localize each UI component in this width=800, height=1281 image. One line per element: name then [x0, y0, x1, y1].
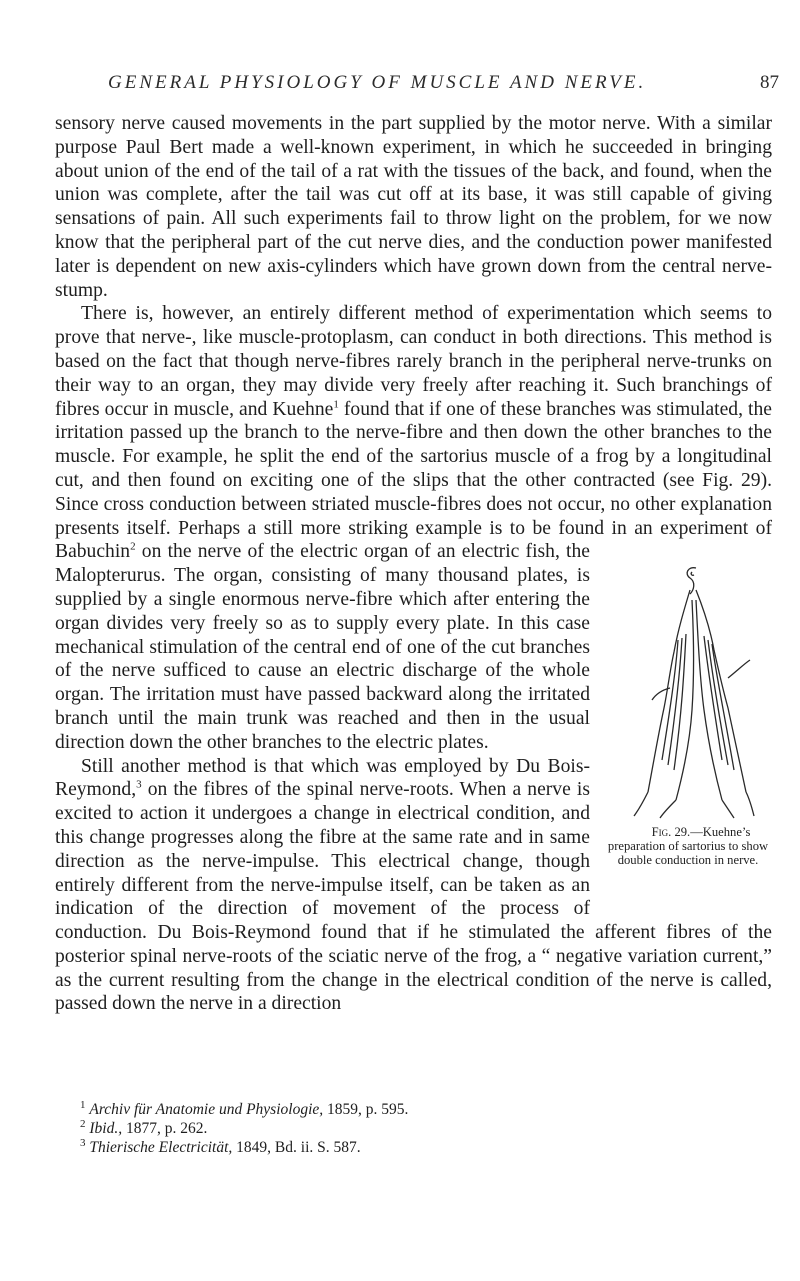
paragraph-3-text-a: Still another method is that which was employed by Du Bois-Reymond, — [55, 755, 590, 801]
paragraph-3-text-b: on the fibres of the spinal nerve-roots. When a nerve is excited to action it undergoes a change in electrical condition, and this change progresses along the fibre at the same rate and in same direction as the nerve-impulse. This electrical change, though entirely different from the nerve-impulse itself, can be taken as an indication of the direction of movement of the process of conduction. Du Bois-Reymond found that if he stimulated the afferent fibres of the posterior spinal nerve-roots of the sciatic nerve of the frog, a “ negative variation current,” as the current resulting from the change in the electrical condition of the nerve is called, passed down the nerve in a direction — [55, 779, 772, 1015]
figure-caption — [604, 825, 772, 867]
running-header: GENERAL PHYSIOLOGY OF MUSCLE AND NERVE. — [108, 72, 647, 93]
figure-label: Fig. 29. — [651, 825, 691, 840]
page-number: 87 — [760, 72, 779, 93]
paragraph-2-text-a: There is, however, an entirely different method of experimentation which seems to prove that nerve-, like muscle-protoplasm, can conduct in both directions. This method is based on the fact that though nerve-fibres rarely branch in the peripheral nerve-trunks on their way to an organ, they may divide very freely after reaching it. Such branchings of fibres occur in muscle, and Kuehne — [55, 303, 772, 420]
figure-caption-text: —Kuehne’s preparation of sartorius to show double conduction in nerve. — [607, 825, 769, 868]
footnote-rest: 1849, Bd. ii. S. 587. — [232, 1139, 361, 1156]
footnote-num: 3 — [80, 1136, 86, 1149]
body-text — [55, 112, 772, 1016]
footnote-title: Archiv für Anatomie und Physiologie, — [89, 1101, 324, 1118]
paragraph-1 — [55, 112, 772, 302]
paragraph-1-text: sensory nerve caused movements in the part supplied by the motor nerve. With a similar purpose Paul Bert made a well-known experiment, in which he succeeded in bringing about union of the end of the tail of a rat with the tissues of the back, and found, when the union was complete, after the tail was cut off at its base, it was still capable of giving sensations of pain. All such experiments fail to throw light on the problem, for we now know that the peripheral part of the cut nerve dies, and the conduction power manifested later is dependent on new axis-cylinders which have grown down from the central nerve-stump. — [55, 113, 772, 301]
footnote-2 — [80, 1119, 770, 1138]
footnote-rest: 1859, p. 595. — [323, 1101, 409, 1118]
footnotes — [80, 1100, 770, 1157]
figure-29 — [604, 560, 772, 912]
paragraph-2-text-b: found that if one of these branches was stimulated, the irritation passed up the branch to the nerve-fibre and then down the other branches to the muscle. For example, he split the end of the sartorius muscle of a frog by a longitudinal cut, and then found on exciting one of the slips that the other contracted (see Fig. 29). Since cross conduction between striated muscle-fibres does not occur, no other explanation presents itself. Perhaps a still more striking example is to be found in an experiment of Babuchin — [55, 398, 772, 563]
footnote-rest: 1877, p. 262. — [122, 1120, 208, 1137]
footnote-ref-2: 2 — [130, 540, 136, 553]
sartorius-muscle-illustration — [604, 560, 772, 822]
footnote-title: Thierische Electricität, — [89, 1139, 233, 1156]
paragraph-2-text-c: on the nerve of the electric organ of an electric fish, the Malopterurus. The organ, consisting of many thousand plates, is supplied by a single enormous nerve-fibre which after entering the organ divides very freely so as to supply every plate. In this case mechanical stimulation of the central end of one of the cut branches of the nerve sufficed to cause an electric discharge of the whole organ. The irritation must have passed backward along the irritated branch until the main trunk was reached and then in the usual direction down the other branches to the electric plates. — [55, 541, 590, 753]
footnote-num: 2 — [80, 1117, 86, 1130]
footnote-ref-1: 1 — [333, 398, 339, 411]
footnote-1 — [80, 1100, 770, 1119]
footnote-ref-3: 3 — [136, 778, 142, 791]
footnote-title: Ibid., — [89, 1120, 123, 1137]
footnote-3 — [80, 1138, 770, 1157]
footnote-num: 1 — [80, 1098, 86, 1111]
